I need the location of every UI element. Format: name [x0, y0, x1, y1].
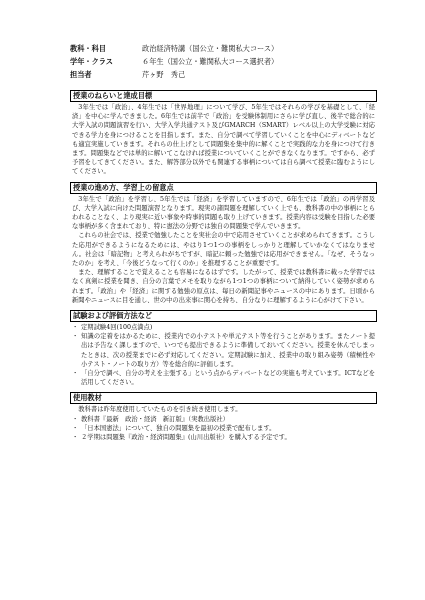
section-heading-goals: 授業のねらいと達成目標 [70, 90, 377, 102]
evaluation-item-exams: ・ 定期試験4回(100点満点) [72, 323, 375, 332]
course-meta [70, 44, 377, 80]
section-body-goals [70, 102, 377, 180]
meta-value-teacher: 芹ヶ野 秀己 [142, 70, 186, 79]
method-paragraph-1: 3年生で「政治」を学習し、5年生では「経済」を学習していますので、6年生では「政治」の再学習及び、大学入試に向けた問題演習となります。現実の諸問題を理解していく上でも、教科書の中の事柄にとらわれることなく、より現実に近い事象や時事的問題も取り上げていきます。授業内容は受験を目指した必要な事柄が多く含まれており、特に憲法の分野では独自の問題集で学んでいきます。 [72, 195, 375, 231]
materials-intro: 教科書は昨年度使用していたものを引き続き使用します。 [78, 406, 242, 414]
meta-label-teacher: 担当者 [70, 70, 92, 79]
goals-paragraph: 3年生では「政治」、4年生では「世界地理」について学び、5年生ではそれらの学びを基礎として、「経済」を中心に学んできました。6年生では前半で「政治」を受験体制用にさらに学び直し、後半で総合的に大学入試の問題演習を行い、大学入学共通テスト及びGMARCH（SMART）レベル以上の大学受験に対応できる学力を身につけることを目指します。また、自分で調べて学習していくことを中心にディベートなども適宜実施していきます。それらの仕上げとして問題集を集中的に解くことで実践的な力を身につけて行きます。問題集などでは単的に解いてこなければ授業についていくことができなくなります。ですから、必ず予習をしてきてください。また、解答部分以外でも関連する事柄については自ら調べて授業に臨むようにしてください。 [72, 104, 375, 176]
materials-item-workbook: ・ ２学期は問題集『政治・経済問題集』(山川出版社）を購入する予定です。 [72, 433, 375, 442]
materials-item-textbook: ・ 教科書『最新 政治・経済 新訂版』（実教出版社） [72, 415, 375, 424]
evaluation-list [72, 323, 375, 387]
section-body-method [70, 194, 377, 308]
section-body-materials [70, 404, 377, 445]
materials-list [72, 415, 375, 443]
section-heading-materials: 使用教材 [70, 392, 377, 404]
meta-value-subject: 政治経済特講（国公立・難関私大コース） [142, 44, 279, 53]
section-body-evaluation [70, 322, 377, 390]
meta-value-grade: ６年生（国公立・難関私大コース選択者） [142, 57, 279, 66]
method-paragraph-2: これらの社会では、授業で勉強したことを実社会の中で応用させていくことが求められてきます。こうした応用ができるようになるためには、やはり1つ1つの事柄をしっかりと理解していかなくてはなりません。社会は「暗記物」と考えられがちですが、暗記に頼った勉強では応用ができません。「なぜ、そうなったのか」を考え、「今後どうなって行くのか」を推理することが重要です。 [72, 232, 375, 268]
section-heading-evaluation: 試験および評価方法など [70, 310, 377, 322]
method-paragraph-3: また、理解することで覚えることも容易になるはずです。したがって、授業では教科書に載った学習ではなく真剣に授業を聞き、自分の言葉でメモを取りながら1つ1つの事柄について納得していく姿勢が求められます。「政治」や「経済」に関する勉強の原点は、毎日の新聞記事やニュースの中にあります。日頃から新聞やニュースに目を通し、世の中の出来事に関心を持ち、自分なりに理解するように心がけて下さい。 [72, 269, 375, 304]
evaluation-item-debate: ・ 「自分で調べ、自分の考えを主張する」という点からディベートなどの実施も考えています。ICTなどを活用してください。 [72, 369, 375, 387]
meta-label-subject: 教科・科目 [70, 44, 106, 53]
section-heading-method: 授業の進め方、学習上の留意点 [70, 182, 377, 194]
meta-label-grade: 学年・クラス [70, 57, 113, 66]
evaluation-item-tests: ・ 知識の定着をはかるために、授業内での小テストや単元テスト等を行うことがあります。またノート提出は予告なく課しますので、いつでも提出できるように準備しておいてください。授業を休んでしまったときは、次の授業までに必ず対応してください。定期試験に加え、授業中の取り組み姿勢（積極性や小テスト・ノートの取り方）等を総合的に評価します。 [72, 332, 375, 369]
materials-item-constitution: ・ 「日本国憲法」について、独自の問題集を最初の授業で配布します。 [72, 424, 375, 433]
